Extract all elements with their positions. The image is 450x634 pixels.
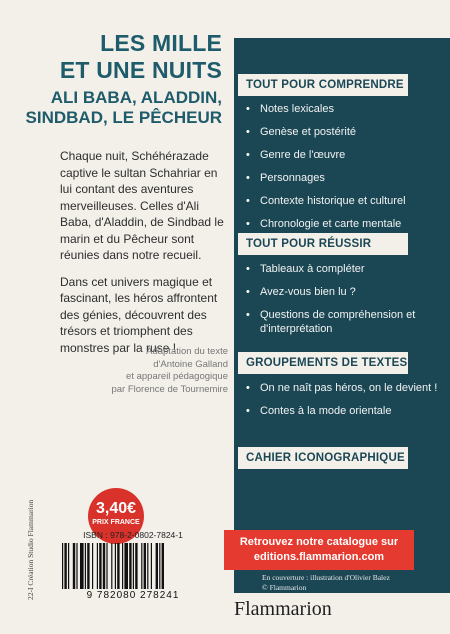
barcode-bar [147,543,148,589]
credit-line: d'Antoine Galland [153,358,228,370]
summary [60,148,228,356]
barcode-bar [106,543,107,589]
credit-line: Adaptation du texte [146,346,228,357]
barcode-bar [97,543,98,589]
section-list [244,262,444,345]
section-list [244,381,444,427]
barcode-bar [103,543,105,589]
section-heading: TOUT POUR COMPRENDRE [238,74,408,96]
cover-illustration-credit [262,573,442,593]
barcode-bar [129,543,131,589]
summary-paragraph: Dans cet univers magique et fascinant, les héros affrontent des génies, découvrent des trésors et triomphent des monstres par la ruse ! [60,274,218,355]
title-line: LES MILLE [100,30,222,56]
barcode-bar [115,543,116,589]
barcode-bar [133,543,134,589]
list-item: • Tableaux à compléter [244,262,444,276]
list-item: • Contexte historique et culturel [244,194,444,208]
barcode-bar [68,543,69,589]
barcode-bar [85,543,86,589]
barcode-bar [156,543,158,589]
barcode-bar [80,543,84,589]
list-item: • Genre de l'œuvre [244,148,444,162]
barcode-bar [159,543,160,589]
isbn: ISBN : 978-2-0802-7824-1 [83,530,183,540]
subtitle-line: SINDBAD, LE PÊCHEUR [25,108,222,127]
title-block [0,30,228,128]
barcode-bar [111,543,112,589]
price-value: 3,40€ [95,500,137,517]
list-item: • Avez-vous bien lu ? [244,285,444,299]
section-heading: GROUPEMENTS DE TEXTES [238,352,408,374]
section-heading: CAHIER ICONOGRAPHIQUE [238,447,408,469]
barcode-bar [117,543,119,589]
cover-credit-line: En couverture : illustration d'Olivier Balez [262,573,390,582]
section-list [244,102,444,240]
barcode-bar [124,543,128,589]
barcode-bar [76,543,77,589]
catalogue-banner [224,530,414,570]
barcode-bar [87,543,89,589]
adaptation-credit [60,346,228,396]
list-item: • Personnages [244,171,444,185]
book-subtitle [0,88,222,128]
book-title [0,30,222,84]
barcode-bar [64,543,66,589]
list-item: • Contes à la mode orientale [244,404,444,418]
section-heading: TOUT POUR RÉUSSIR [238,233,408,255]
price-label: PRIX FRANCE [92,519,140,526]
barcode-bar [92,543,93,589]
barcode-bar [62,543,63,589]
barcode-bar [162,543,164,589]
list-item: • On ne naît pas héros, on le devient ! [244,381,444,395]
barcode-block [60,530,206,601]
summary-paragraph: Chaque nuit, Schéhérazade captive le sultan Schahriar en lui contant des aventures merveilleuses. Celles d'Ali Baba, d'Aladdin, de Sindbad le marin et du Pêcheur sont réunies dans notre recueil. [60,149,224,262]
barcode-bar [141,543,142,589]
barcode-icon [60,543,206,589]
publisher-name: Flammarion [234,598,332,620]
barcode-bar [151,543,152,589]
barcode-bar [99,543,101,589]
list-item: • Notes lexicales [244,102,444,116]
catalogue-text: Retrouvez notre catalogue sur [239,536,399,548]
title-line: ET UNE NUITS [59,57,222,83]
credit-line: et appareil pédagogique [126,371,228,382]
cover-credit-line: © Flammarion [262,583,307,592]
barcode-bar [73,543,75,589]
list-item: • Chronologie et carte mentale [244,217,444,231]
barcode-bar [144,543,146,589]
studio-credit: 22-I Création Studio Flammarion [26,499,35,600]
barcode-bar [122,543,123,589]
barcode-number: 9 782080 278241 [86,590,180,601]
list-item: • Questions de compréhension et d'interprétation [244,308,444,336]
catalogue-url: editions.flammarion.com [253,551,385,563]
credit-line: par Florence de Tournemire [111,383,228,395]
list-item: • Genèse et postérité [244,125,444,139]
subtitle-line: ALI BABA, ALADDIN, [50,88,222,107]
barcode-bar [135,543,137,589]
